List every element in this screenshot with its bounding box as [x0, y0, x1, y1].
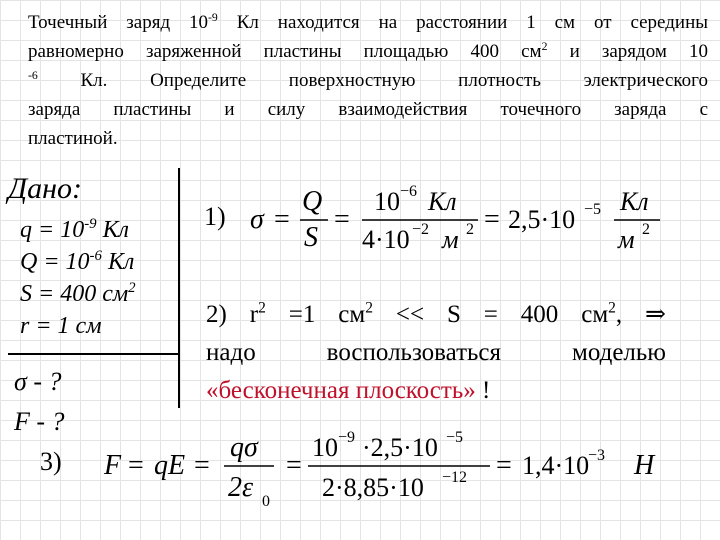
numerator-Q: Q — [302, 186, 323, 217]
step2-line-2: надо воспользоваться моделью — [206, 339, 666, 366]
q-sigma-numerator: qσ — [230, 432, 258, 463]
exponent: 2 — [128, 280, 136, 297]
qE-term: qE — [154, 450, 186, 481]
numerator-base: 10 — [312, 433, 338, 462]
result-unit-numerator: Кл — [620, 187, 649, 216]
find-F: F - ? — [14, 407, 65, 436]
numerator-exponent: −6 — [400, 183, 418, 200]
given-text: q = 10 — [20, 217, 85, 243]
result-unit-denominator: м — [618, 225, 635, 254]
denominator-unit: м — [442, 225, 459, 254]
find-sigma: σ - ? — [14, 367, 62, 396]
equals-sign: = — [484, 204, 500, 235]
denominator-exponent: −2 — [412, 221, 430, 238]
given-text: Q = 10 — [20, 249, 90, 275]
exclamation: ! — [475, 377, 491, 404]
problem-text: Кл находится на расстоянии 1 см от середины — [217, 12, 708, 33]
equals-sign: = — [128, 450, 144, 481]
exponent: 2 — [258, 299, 266, 317]
two-epsilon: 2ε — [228, 472, 254, 503]
given-text: Кл — [96, 217, 130, 243]
numerator-exponent-2: −5 — [446, 429, 464, 446]
step3-number: 3) — [40, 447, 62, 476]
step2-text-part: 2) r — [206, 301, 259, 328]
step2-text-part: =1 см — [265, 301, 366, 328]
result-value: 1,4·10 — [522, 451, 590, 480]
problem-text: заряда пластины и силу взаимодействия точечного заряда с — [28, 99, 708, 120]
result-unit: Н — [634, 450, 655, 481]
equals-sign: = — [286, 450, 302, 481]
denominator: 2·8,85·10 — [322, 473, 424, 502]
equals-sign: = — [334, 204, 350, 235]
F-symbol: F — [104, 450, 122, 481]
numerator-base: 10 — [374, 187, 400, 216]
exponent: -6 — [89, 248, 102, 265]
result-value: 2,5·10 — [508, 205, 576, 234]
epsilon-subscript: 0 — [262, 493, 270, 510]
exponent: -6 — [28, 68, 38, 82]
problem-text: Точечный заряд 10 — [28, 12, 209, 33]
numerator-exponent: −9 — [338, 429, 356, 446]
result-exponent: −5 — [584, 201, 602, 218]
model-name: «бесконечная плоскость» — [206, 377, 476, 404]
problem-text: и зарядом 10 — [547, 41, 708, 62]
equals-sign: = — [194, 450, 210, 481]
given-title: Дано: — [8, 172, 82, 205]
given-text: r = 1 см — [20, 313, 102, 339]
equals-sign: = — [274, 204, 290, 235]
exponent: 2 — [365, 299, 373, 317]
exponent: -9 — [84, 216, 97, 233]
result-unit-denominator-exponent: 2 — [642, 221, 650, 238]
given-text: Кл — [101, 249, 135, 275]
problem-text: равномерно заряженной пластины площадью 400 см — [28, 41, 542, 62]
denominator-coefficient: 4·10 — [362, 225, 410, 254]
given-text: S = 400 см — [20, 281, 129, 307]
step1-number: 1) — [204, 202, 226, 231]
result-exponent: −3 — [588, 447, 606, 464]
denominator-unit-exponent: 2 — [466, 221, 474, 238]
exponent: 2 — [608, 299, 616, 317]
exponent: 2 — [541, 39, 548, 53]
sigma-symbol: σ — [250, 204, 264, 235]
numerator-middle: ·2,5·10 — [362, 433, 438, 462]
step2-text-part: << S = 400 см — [372, 301, 609, 328]
denominator-S: S — [304, 222, 318, 253]
denominator-exponent: −12 — [442, 469, 468, 486]
step2-text-part: , ⇒ — [615, 301, 667, 328]
equals-sign: = — [496, 450, 512, 481]
exponent: -9 — [208, 10, 218, 24]
problem-text: Кл. Определите поверхностную плотность электрического — [37, 70, 708, 91]
numerator-unit: Кл — [428, 187, 457, 216]
problem-text: пластиной. — [28, 128, 118, 149]
